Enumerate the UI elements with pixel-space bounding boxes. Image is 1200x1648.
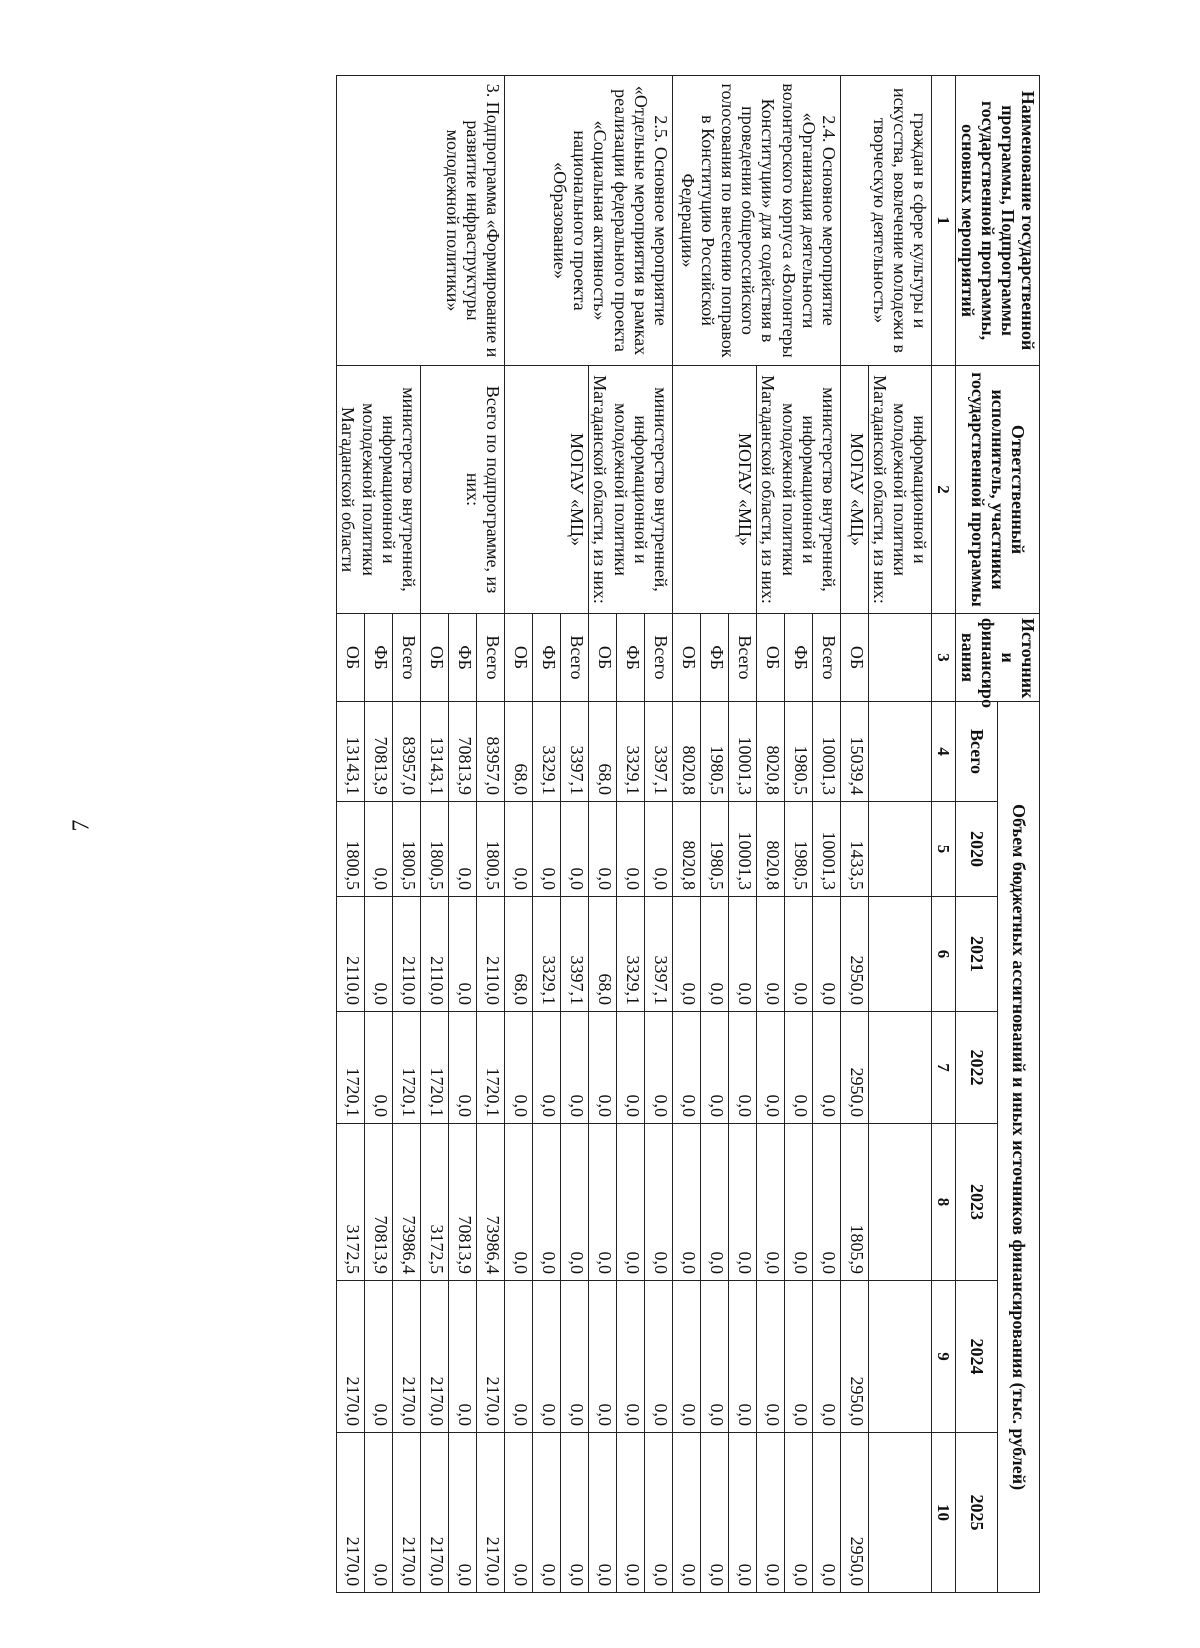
funding-source	[868, 614, 931, 702]
responsible-executor: министерство внутренней, информационной и молодежной политики Магаданской области	[336, 366, 420, 614]
column-index: 2	[932, 366, 956, 614]
value-2022: 0,0	[588, 1012, 616, 1124]
value-2025: 0,0	[784, 1433, 812, 1593]
value-2020: 10001,3	[728, 802, 756, 897]
value-2020: 0,0	[448, 802, 476, 897]
value-2022: 0,0	[700, 1012, 728, 1124]
value-2023: 0,0	[588, 1124, 616, 1281]
value-2020: 1433,5	[840, 802, 868, 897]
value-2020: 0,0	[644, 802, 672, 897]
value-2020: 1800,5	[336, 802, 364, 897]
value-2020: 1800,5	[476, 802, 504, 897]
column-index: 5	[932, 802, 956, 897]
value-2024: 0,0	[812, 1281, 840, 1433]
funding-source: ОБ	[756, 614, 784, 702]
program-name: 2.5. Основное мероприятие «Отдельные мероприятия в рамках реализации федерального проекта «Социальная активность» национального проекта «Образование»	[504, 76, 672, 366]
value-2022: 0,0	[532, 1012, 560, 1124]
value-2022: 1720,1	[392, 1012, 420, 1124]
value-2024: 2950,0	[840, 1281, 868, 1433]
header-year: 2024	[956, 1281, 998, 1433]
funding-source: ФБ	[448, 614, 476, 702]
program-name: граждан в сфере культуры и искусства, вовлечение молодежи в творческую деятельность»	[840, 76, 931, 366]
value-2024: 0,0	[532, 1281, 560, 1433]
value-total: 1980,5	[700, 702, 728, 802]
value-2022: 0,0	[644, 1012, 672, 1124]
funding-source: ОБ	[840, 614, 868, 702]
value-2020: 0,0	[616, 802, 644, 897]
value-2023: 0,0	[560, 1124, 588, 1281]
funding-source: ОБ	[504, 614, 532, 702]
value-2024: 0,0	[756, 1281, 784, 1433]
value-2022: 0,0	[728, 1012, 756, 1124]
funding-source: ФБ	[532, 614, 560, 702]
value-2023: 73986,4	[476, 1124, 504, 1281]
value-total: 1980,5	[784, 702, 812, 802]
rotated-sheet	[128, 75, 1040, 1592]
value-2025: 0,0	[588, 1433, 616, 1593]
value-2021: 2110,0	[420, 897, 448, 1012]
funding-source: ФБ	[700, 614, 728, 702]
responsible-executor: МОГАУ «МЦ»	[672, 366, 756, 614]
funding-source: ОБ	[588, 614, 616, 702]
value-2025: 0,0	[532, 1433, 560, 1593]
value-2023: 0,0	[812, 1124, 840, 1281]
value-2024: 2170,0	[476, 1281, 504, 1433]
value-2021: 0,0	[784, 897, 812, 1012]
column-index: 4	[932, 702, 956, 802]
value-2021: 2110,0	[392, 897, 420, 1012]
value-2023	[868, 1124, 931, 1281]
value-2024: 0,0	[700, 1281, 728, 1433]
responsible-executor: министерство внутренней, информационной и молодежной политики Магаданской области, из них:	[756, 366, 840, 614]
value-total	[868, 702, 931, 802]
table-row	[476, 76, 504, 1593]
value-2023: 70813,9	[448, 1124, 476, 1281]
responsible-executor: МОГАУ «МЦ»	[840, 366, 868, 614]
page-number: 7	[68, 819, 95, 832]
value-2025: 0,0	[560, 1433, 588, 1593]
header-year: 2020	[956, 802, 998, 897]
value-2022: 0,0	[672, 1012, 700, 1124]
value-2024: 0,0	[560, 1281, 588, 1433]
value-2024: 0,0	[728, 1281, 756, 1433]
value-2022: 0,0	[616, 1012, 644, 1124]
responsible-executor: МОГАУ «МЦ»	[504, 366, 588, 614]
value-2021: 0,0	[728, 897, 756, 1012]
value-2021: 3329,1	[616, 897, 644, 1012]
value-2021: 0,0	[700, 897, 728, 1012]
funding-source: Всего	[644, 614, 672, 702]
column-index: 6	[932, 897, 956, 1012]
value-2021: 3329,1	[532, 897, 560, 1012]
responsible-executor: Всего по подпрограмме, из них:	[420, 366, 504, 614]
value-2024: 0,0	[588, 1281, 616, 1433]
value-total: 3329,1	[616, 702, 644, 802]
column-index: 3	[932, 614, 956, 702]
program-name: 3. Подпрограмма «Формирование и развитие инфраструктуры молодежной политики»	[336, 76, 504, 366]
value-2023: 3172,5	[420, 1124, 448, 1281]
value-2025: 0,0	[672, 1433, 700, 1593]
value-2023: 0,0	[728, 1124, 756, 1281]
value-total: 68,0	[588, 702, 616, 802]
value-total: 3329,1	[532, 702, 560, 802]
value-total: 70813,9	[448, 702, 476, 802]
value-2021: 0,0	[364, 897, 392, 1012]
value-2022: 1720,1	[476, 1012, 504, 1124]
table-body	[336, 76, 931, 1593]
value-2023: 73986,4	[392, 1124, 420, 1281]
value-2022: 0,0	[448, 1012, 476, 1124]
funding-table	[336, 75, 1040, 1593]
value-2023: 0,0	[504, 1124, 532, 1281]
value-2024	[868, 1281, 931, 1433]
value-2021: 2110,0	[476, 897, 504, 1012]
header-year: 2021	[956, 897, 998, 1012]
value-2022: 2950,0	[840, 1012, 868, 1124]
value-2021: 68,0	[504, 897, 532, 1012]
value-total: 13143,1	[420, 702, 448, 802]
value-2022: 1720,1	[420, 1012, 448, 1124]
value-total: 10001,3	[812, 702, 840, 802]
header-name: Наименование государственной программы, Подпрограммы государственной программы, основных мероприятий	[956, 76, 1040, 366]
value-total: 13143,1	[336, 702, 364, 802]
value-2021: 68,0	[588, 897, 616, 1012]
funding-source: ФБ	[784, 614, 812, 702]
value-total: 3397,1	[644, 702, 672, 802]
value-total: 15039,4	[840, 702, 868, 802]
funding-source: Всего	[812, 614, 840, 702]
value-2021: 2110,0	[336, 897, 364, 1012]
column-index: 8	[932, 1124, 956, 1281]
value-2023: 0,0	[756, 1124, 784, 1281]
value-total: 83957,0	[476, 702, 504, 802]
table-row	[644, 76, 672, 1593]
value-2025: 0,0	[756, 1433, 784, 1593]
column-index: 1	[932, 76, 956, 366]
value-2024: 0,0	[448, 1281, 476, 1433]
value-2022	[868, 1012, 931, 1124]
value-2022: 0,0	[812, 1012, 840, 1124]
value-2020: 8020,8	[756, 802, 784, 897]
value-2023: 1805,9	[840, 1124, 868, 1281]
value-2025: 0,0	[504, 1433, 532, 1593]
funding-source: Всего	[728, 614, 756, 702]
header-year: 2025	[956, 1433, 998, 1593]
value-2020: 0,0	[504, 802, 532, 897]
value-2023: 0,0	[532, 1124, 560, 1281]
value-2025: 2950,0	[840, 1433, 868, 1593]
value-2024: 0,0	[644, 1281, 672, 1433]
value-2020	[868, 802, 931, 897]
responsible-executor: информационной и молодежной политики Магаданской области, из них:	[868, 366, 931, 614]
value-2022: 0,0	[364, 1012, 392, 1124]
value-2021	[868, 897, 931, 1012]
value-2020: 1800,5	[420, 802, 448, 897]
value-total: 3397,1	[560, 702, 588, 802]
responsible-executor: министерство внутренней, информационной и молодежной политики Магаданской области, из них:	[588, 366, 672, 614]
value-total: 8020,8	[756, 702, 784, 802]
funding-source: Всего	[476, 614, 504, 702]
funding-source: Всего	[560, 614, 588, 702]
value-2023: 70813,9	[364, 1124, 392, 1281]
value-2023: 0,0	[644, 1124, 672, 1281]
column-index: 7	[932, 1012, 956, 1124]
column-index: 10	[932, 1433, 956, 1593]
value-2024: 2170,0	[420, 1281, 448, 1433]
header-volume: Объем бюджетных ассигнований и иных источников финансирования (тыс. рублей)	[998, 702, 1040, 1593]
value-2024: 0,0	[672, 1281, 700, 1433]
value-2023: 3172,5	[336, 1124, 364, 1281]
value-2020: 1800,5	[392, 802, 420, 897]
value-2025: 2170,0	[420, 1433, 448, 1593]
value-2025: 0,0	[448, 1433, 476, 1593]
funding-source: Всего	[392, 614, 420, 702]
value-2021: 0,0	[672, 897, 700, 1012]
value-2020: 1980,5	[700, 802, 728, 897]
value-2025: 2170,0	[476, 1433, 504, 1593]
value-2025	[868, 1433, 931, 1593]
table-row	[868, 76, 931, 1593]
value-2021: 3397,1	[560, 897, 588, 1012]
value-2021: 3397,1	[644, 897, 672, 1012]
value-2023: 0,0	[672, 1124, 700, 1281]
value-2025: 2170,0	[336, 1433, 364, 1593]
value-2024: 2170,0	[392, 1281, 420, 1433]
value-2024: 2170,0	[336, 1281, 364, 1433]
value-2020: 0,0	[532, 802, 560, 897]
value-2025: 0,0	[364, 1433, 392, 1593]
value-total: 70813,9	[364, 702, 392, 802]
value-total: 8020,8	[672, 702, 700, 802]
value-2021: 2950,0	[840, 897, 868, 1012]
value-total: 68,0	[504, 702, 532, 802]
value-2021: 0,0	[812, 897, 840, 1012]
value-2025: 0,0	[812, 1433, 840, 1593]
header-responsible: Ответственный исполнитель, участники государственной программы	[956, 366, 1040, 614]
value-2022: 1720,1	[336, 1012, 364, 1124]
value-2022: 0,0	[756, 1012, 784, 1124]
value-2024: 0,0	[364, 1281, 392, 1433]
value-2020: 10001,3	[812, 802, 840, 897]
value-2025: 0,0	[616, 1433, 644, 1593]
value-2022: 0,0	[560, 1012, 588, 1124]
value-2025: 0,0	[644, 1433, 672, 1593]
value-2023: 0,0	[784, 1124, 812, 1281]
value-2020: 1980,5	[784, 802, 812, 897]
funding-source: ФБ	[364, 614, 392, 702]
value-2025: 2170,0	[392, 1433, 420, 1593]
header-year: 2022	[956, 1012, 998, 1124]
header-total: Всего	[956, 702, 998, 802]
value-2020: 0,0	[560, 802, 588, 897]
value-2022: 0,0	[504, 1012, 532, 1124]
funding-source: ОБ	[336, 614, 364, 702]
value-2023: 0,0	[616, 1124, 644, 1281]
value-2025: 0,0	[700, 1433, 728, 1593]
value-2025: 0,0	[728, 1433, 756, 1593]
funding-source: ОБ	[420, 614, 448, 702]
value-2022: 0,0	[784, 1012, 812, 1124]
program-name: 2.4. Основное мероприятие «Организация деятельности волонтерского корпуса «Волонтеры Конституции» для содействия в проведении общероссийского голосования по внесению поправок в Конституцию Российской Федерации»	[672, 76, 840, 366]
value-total: 10001,3	[728, 702, 756, 802]
header-source: Источник и финансиро вания	[956, 614, 1040, 702]
value-2021: 0,0	[756, 897, 784, 1012]
value-2020: 0,0	[364, 802, 392, 897]
value-2020: 8020,8	[672, 802, 700, 897]
value-2024: 0,0	[616, 1281, 644, 1433]
column-index: 9	[932, 1281, 956, 1433]
value-2023: 0,0	[700, 1124, 728, 1281]
value-2020: 0,0	[588, 802, 616, 897]
table-row	[812, 76, 840, 1593]
value-2021: 0,0	[448, 897, 476, 1012]
header-year: 2023	[956, 1124, 998, 1281]
value-2024: 0,0	[504, 1281, 532, 1433]
value-2024: 0,0	[784, 1281, 812, 1433]
funding-source: ФБ	[616, 614, 644, 702]
funding-source: ОБ	[672, 614, 700, 702]
value-total: 83957,0	[392, 702, 420, 802]
